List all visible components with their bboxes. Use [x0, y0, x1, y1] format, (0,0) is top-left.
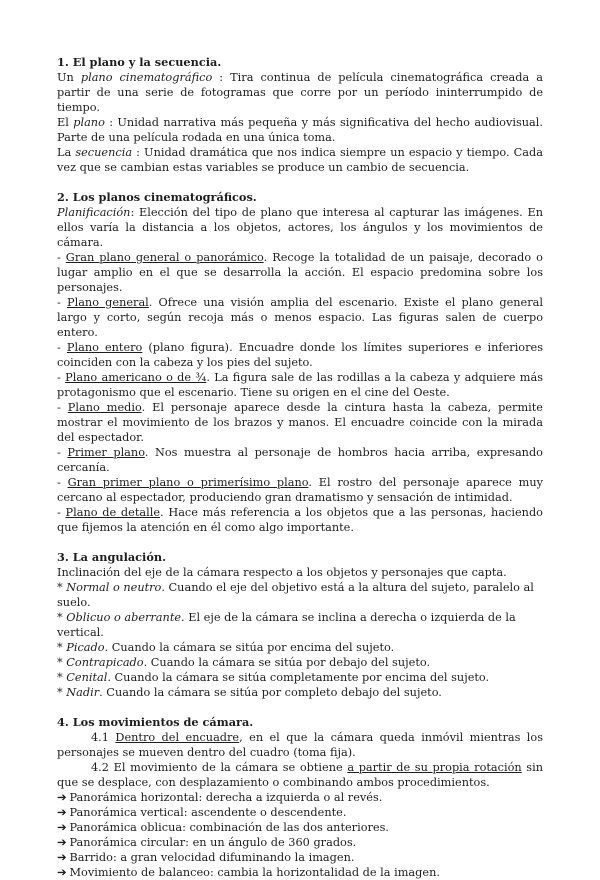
plan-type-text: . Recoge la totalidad de un paisaje, decorado o lugar amplio en el que se desarrolla la acción. El espacio predomina sobre los personajes.: [57, 251, 543, 294]
list-marker: *: [57, 671, 67, 684]
list-marker: *: [57, 641, 67, 654]
definition-term: plano: [73, 116, 105, 129]
paragraph-number: 4.1: [91, 731, 116, 744]
definition-prefix: La: [57, 146, 76, 159]
angle-term: Nadir: [66, 686, 100, 699]
angle-text: . Cuando el eje del objetivo está a la altura del sujeto, paralelo al suelo.: [57, 581, 534, 609]
arrow-list-item: ➔ Panorámica circular: en un ángulo de 360 grados.: [57, 835, 543, 850]
planificacion-intro: [57, 205, 543, 250]
definition-text: : Unidad dramática que nos indica siempre un espacio y tiempo. Cada vez que se cambian estas variables se produce un cambio de secuencia.: [57, 146, 544, 174]
paragraph-number: 4.2 El movimiento de la cámara se obtiene: [91, 761, 348, 774]
section-heading: 3. La angulación.: [57, 550, 167, 564]
list-marker: -: [57, 506, 66, 519]
list-item: [57, 655, 543, 670]
list-marker: *: [57, 656, 67, 669]
plan-type-text: (plano figura). Encuadre donde los límites superiores e inferiores coinciden con la cabeza y los pies del sujeto.: [57, 341, 543, 369]
list-marker: -: [57, 296, 67, 309]
arrow-list-item: ➔ Panorámica vertical: ascendente o descendente.: [57, 805, 543, 820]
list-item: [57, 610, 543, 640]
plan-type-term: Gran plano general o panorámico: [65, 251, 264, 264]
definition-prefix: El: [57, 116, 74, 129]
list-marker: -: [57, 401, 68, 414]
list-item: [57, 640, 543, 655]
angle-text: . Cuando la cámara se sitúa por completo debajo del sujeto.: [99, 686, 442, 699]
movement-text: sin que se desplace, con desplazamiento o combinando ambos procedimientos.: [57, 761, 543, 789]
list-marker: *: [57, 611, 67, 624]
list-marker: -: [57, 341, 67, 354]
plan-type-text: . Nos muestra al personaje de hombros hacia arriba, expresando cercanía.: [57, 446, 543, 474]
list-marker: *: [57, 686, 67, 699]
angulacion-intro: Inclinación del eje de la cámara respecto a los objetos y personajes que capta.: [57, 566, 507, 579]
definition-text: : Tira continua de película cinematográfica creada a partir de una serie de fotogramas que corre por un período ininterrumpido de tiempo.: [57, 71, 544, 114]
movement-text: , en el que la cámara queda inmóvil mientras los personajes se mueven dentro del cuadro (toma fija).: [57, 731, 544, 759]
movement-term: Dentro del encuadre: [115, 731, 240, 744]
plan-type-term: Primer plano: [67, 446, 145, 459]
plan-type-term: Plano general: [66, 296, 149, 309]
list-item: [57, 580, 543, 610]
list-marker: -: [57, 476, 68, 489]
list-item: [57, 505, 543, 535]
section-plano-secuencia: [57, 55, 543, 175]
angle-term: Oblicuo o aberrante: [66, 611, 182, 624]
movement-paragraph-4-1: [57, 730, 543, 760]
arrow-list-item: ➔ Panorámica horizontal: derecha a izquierda o al revés.: [57, 790, 543, 805]
section-movimientos-camara: [57, 715, 543, 880]
definition-text: : Elección del tipo de plano que interesa al capturar las imágenes. En ellos varía la distancia a los objetos, actores, los ángulos y los movimientos de cámara.: [57, 206, 543, 249]
plan-type-text: . Ofrece una visión amplia del escenario. Existe el plano general largo y corto, según recoja más o menos espacio. Las figuras salen de cuerpo entero.: [57, 296, 543, 339]
angle-text: . El eje de la cámara se inclina a derecha o izquierda de la vertical.: [57, 611, 516, 639]
angle-term: Normal o neutro: [66, 581, 162, 594]
definition-term: Planificación: [57, 206, 131, 219]
plan-type-text: . Hace más referencia a los objetos que a las personas, haciendo que fijemos la atención en él como algo importante.: [57, 506, 543, 534]
plan-type-term: Plano medio: [67, 401, 142, 414]
definition-term: secuencia: [75, 146, 133, 159]
definition-prefix: Un: [57, 71, 81, 84]
movement-paragraph-4-2: [57, 760, 543, 790]
list-item: [57, 370, 543, 400]
arrow-list-item: ➔ Barrido: a gran velocidad difuminando la imagen.: [57, 850, 543, 865]
angle-text: . Cuando la cámara se sitúa por debajo del sujeto.: [143, 656, 431, 669]
list-marker: -: [57, 251, 66, 264]
list-marker: *: [57, 581, 67, 594]
angle-term: Cenital: [66, 671, 108, 684]
section-heading: 1. El plano y la secuencia.: [57, 55, 222, 69]
definition-plano: [57, 115, 543, 145]
section-angulacion: [57, 550, 543, 700]
definition-text: : Unidad narrativa más pequeña y más significativa del hecho audiovisual. Parte de una película rodada en una única toma.: [57, 116, 543, 144]
angle-text: . Cuando la cámara se sitúa completamente por encima del sujeto.: [107, 671, 490, 684]
list-marker: -: [57, 371, 66, 384]
definition-term: plano cinematográfico: [80, 71, 213, 84]
plan-type-term: Plano de detalle: [65, 506, 161, 519]
angle-text: . Cuando la cámara se sitúa por encima del sujeto.: [104, 641, 395, 654]
list-item: [57, 670, 543, 685]
section-heading: 4. Los movimientos de cámara.: [57, 715, 254, 729]
angle-term: Picado: [66, 641, 105, 654]
list-item: [57, 475, 543, 505]
angle-term: Contrapicado: [66, 656, 144, 669]
list-item: [57, 250, 543, 295]
plan-type-term: Plano entero: [66, 341, 143, 354]
plan-type-text: . La figura sale de las rodillas a la cabeza y adquiere más protagonismo que el escenario. Tiene su origen en el cine del Oeste.: [57, 371, 544, 399]
list-item: [57, 295, 543, 340]
arrow-list-item: ➔ Movimiento de balanceo: cambia la horizontalidad de la imagen.: [57, 865, 543, 880]
section-heading: 2. Los planos cinematográficos.: [57, 190, 257, 204]
plan-type-term: Plano americano o de ¾: [65, 371, 207, 384]
movement-term: a partir de su propia rotación: [347, 761, 522, 774]
list-marker: -: [57, 446, 68, 459]
definition-secuencia: [57, 145, 543, 175]
plan-type-text: . El personaje aparece desde la cintura hasta la cabeza, permite mostrar el movimiento de los brazos y manos. El encuadre coincide con la mirada del espectador.: [57, 401, 543, 444]
plan-type-text: . El rostro del personaje aparece muy cercano al espectador, produciendo gran dramatismo y sensación de intimidad.: [57, 476, 543, 504]
definition-plano-cinematografico: [57, 70, 543, 115]
list-item: [57, 340, 543, 370]
list-item: [57, 445, 543, 475]
list-item: [57, 400, 543, 445]
plan-type-term: Gran primer plano o primerísimo plano: [67, 476, 309, 489]
list-item: [57, 685, 543, 700]
arrow-list-item: ➔ Panorámica oblicua: combinación de las dos anteriores.: [57, 820, 543, 835]
section-planos-cinematograficos: [57, 190, 543, 535]
